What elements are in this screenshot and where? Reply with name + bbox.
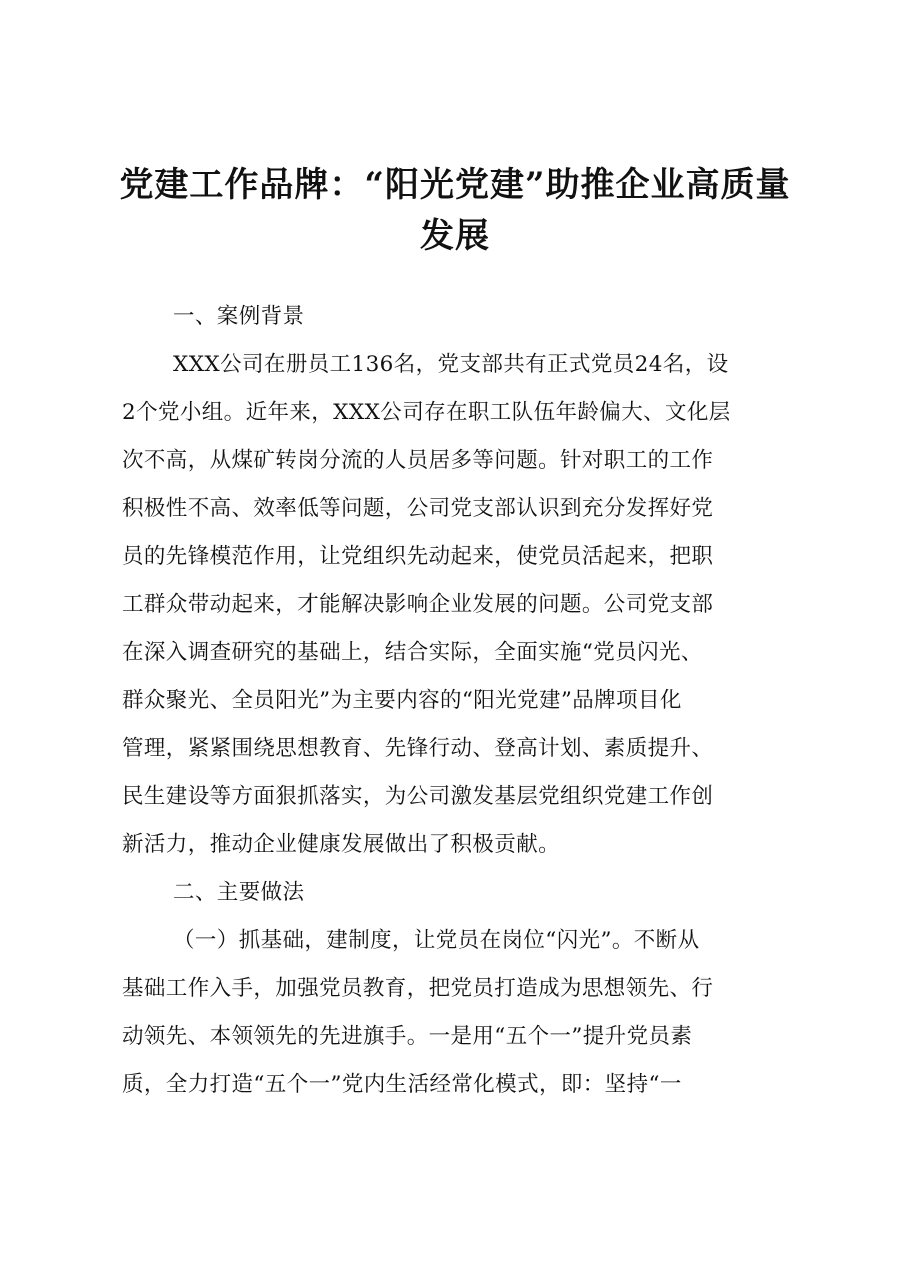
paragraph-line: 工群众带动起来，才能解决影响企业发展的问题。公司党支部 <box>122 592 714 617</box>
section-heading-background: 一、案例背景 <box>173 304 305 329</box>
paragraph-line: 在深入调查研究的基础上，结合实际，全面实施“党员闪光、 <box>122 640 703 665</box>
paragraph-line: 管理，紧紧围绕思想教育、先锋行动、登高计划、素质提升、 <box>122 736 714 761</box>
paragraph-line: 新活力，推动企业健康发展做出了积极贡献。 <box>122 832 561 857</box>
paragraph-line: 民生建设等方面狠抓落实，为公司激发基层党组织党建工作创 <box>122 784 714 809</box>
document-title-line-2: 发展 <box>420 216 490 256</box>
paragraph-line: XXX公司在册员工136名，党支部共有正式党员24名，设 <box>173 352 729 377</box>
paragraph-line: 2个党小组。近年来，XXX公司存在职工队伍年龄偏大、文化层 <box>122 400 731 425</box>
paragraph-line: 次不高，从煤矿转岗分流的人员居多等问题。针对职工的工作 <box>122 448 714 473</box>
paragraph-line: 积极性不高、效率低等问题，公司党支部认识到充分发挥好党 <box>122 496 714 521</box>
section-heading-methods: 二、主要做法 <box>173 880 305 905</box>
paragraph-line: 质，全力打造“五个一”党内生活经常化模式，即：坚持“一 <box>122 1072 682 1097</box>
paragraph-line: 动领先、本领领先的先进旗手。一是用“五个一”提升党员素 <box>122 1024 693 1049</box>
paragraph-line: 员的先锋模范作用，让党组织先动起来，使党员活起来，把职 <box>122 544 714 569</box>
paragraph-line: 群众聚光、全员阳光”为主要内容的“阳光党建”品牌项目化 <box>122 688 682 713</box>
paragraph-line: （一）抓基础，建制度，让党员在岗位“闪光”。不断从 <box>173 928 700 953</box>
paragraph-line: 基础工作入手，加强党员教育，把党员打造成为思想领先、行 <box>122 976 714 1001</box>
document-title-line-1: 党建工作品牌：“阳光党建”助推企业高质量 <box>119 165 791 205</box>
